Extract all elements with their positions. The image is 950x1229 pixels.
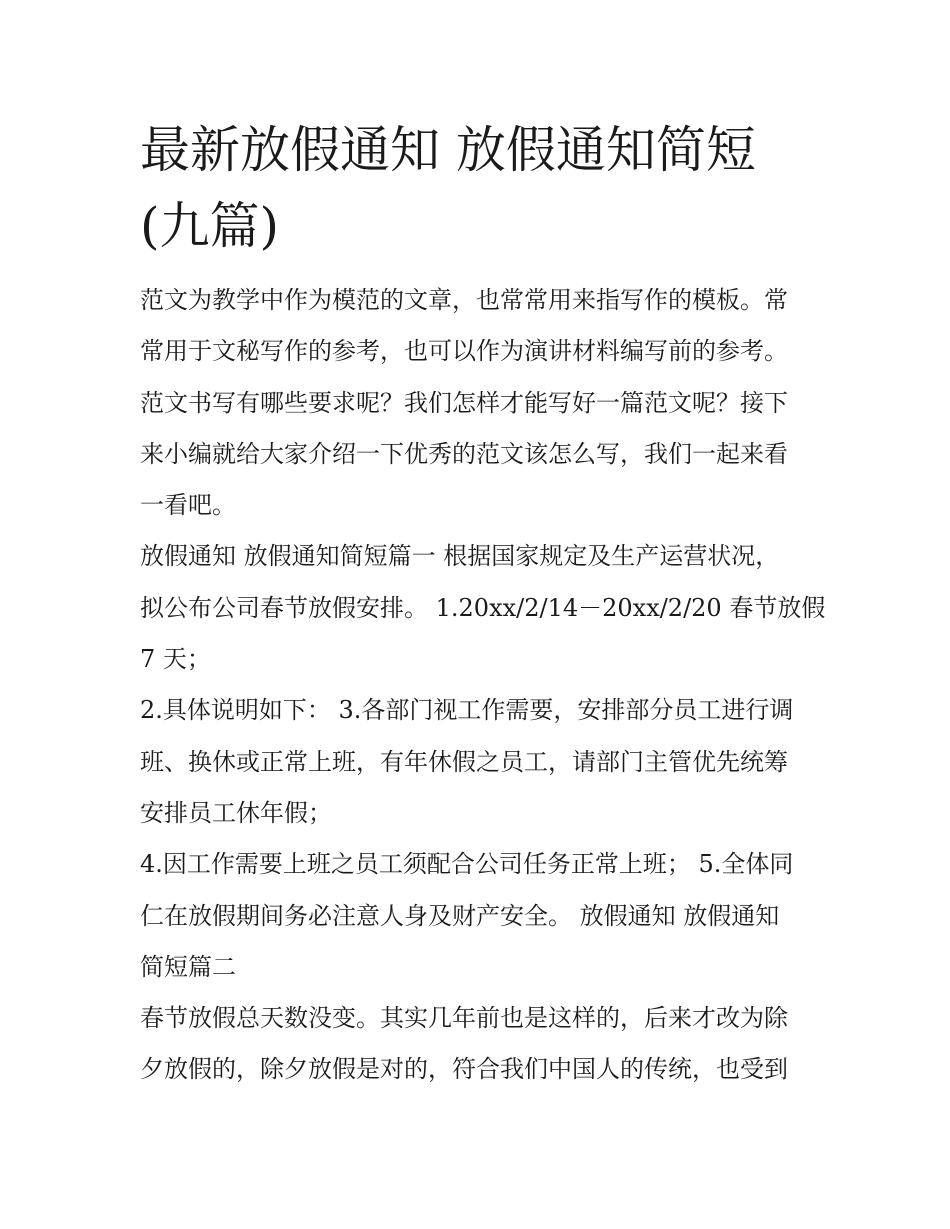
body-line: 仁在放假期间务必注意人身及财产安全。 放假通知 放假通知 bbox=[140, 901, 780, 930]
body-line: 2.具体说明如下： 3.各部门视工作需要，安排部分员工进行调 bbox=[140, 696, 794, 725]
title-line: 最新放假通知 放假通知简短 bbox=[140, 121, 756, 179]
document-body bbox=[140, 280, 840, 1101]
body-line: 一看吧。 bbox=[140, 491, 236, 520]
body-line: 春节放假总天数没变。其实几年前也是这样的，后来才改为除 bbox=[140, 1004, 788, 1033]
title-line: (九篇) bbox=[140, 197, 280, 255]
body-line: 范文为教学中作为模范的文章，也常常用来指写作的模板。常 bbox=[140, 286, 788, 314]
body-line: 拟公布公司春节放假安排。 1.20xx/2/14－20xx/2/20 春节放假 bbox=[140, 593, 826, 622]
body-line: 安排员工休年假； bbox=[140, 798, 332, 827]
body-line: 简短篇二 bbox=[140, 952, 236, 981]
body-line: 夕放假的，除夕放假是对的，符合我们中国人的传统，也受到 bbox=[140, 1055, 788, 1084]
body-line: 来小编就给大家介绍一下优秀的范文该怎么写，我们一起来看 bbox=[140, 439, 788, 468]
document-title bbox=[140, 112, 820, 264]
body-line: 7 天； bbox=[140, 645, 211, 674]
body-line: 放假通知 放假通知简短篇一 根据国家规定及生产运营状况， bbox=[140, 542, 780, 571]
body-line: 常用于文秘写作的参考，也可以作为演讲材料编写前的参考。 bbox=[140, 337, 788, 366]
body-line: 班、换休或正常上班，有年休假之员工，请部门主管优先统筹 bbox=[140, 747, 788, 776]
body-line: 范文书写有哪些要求呢？我们怎样才能写好一篇范文呢？接下 bbox=[140, 388, 788, 417]
body-line: 4.因工作需要上班之员工须配合公司任务正常上班； 5.全体同 bbox=[140, 850, 794, 879]
